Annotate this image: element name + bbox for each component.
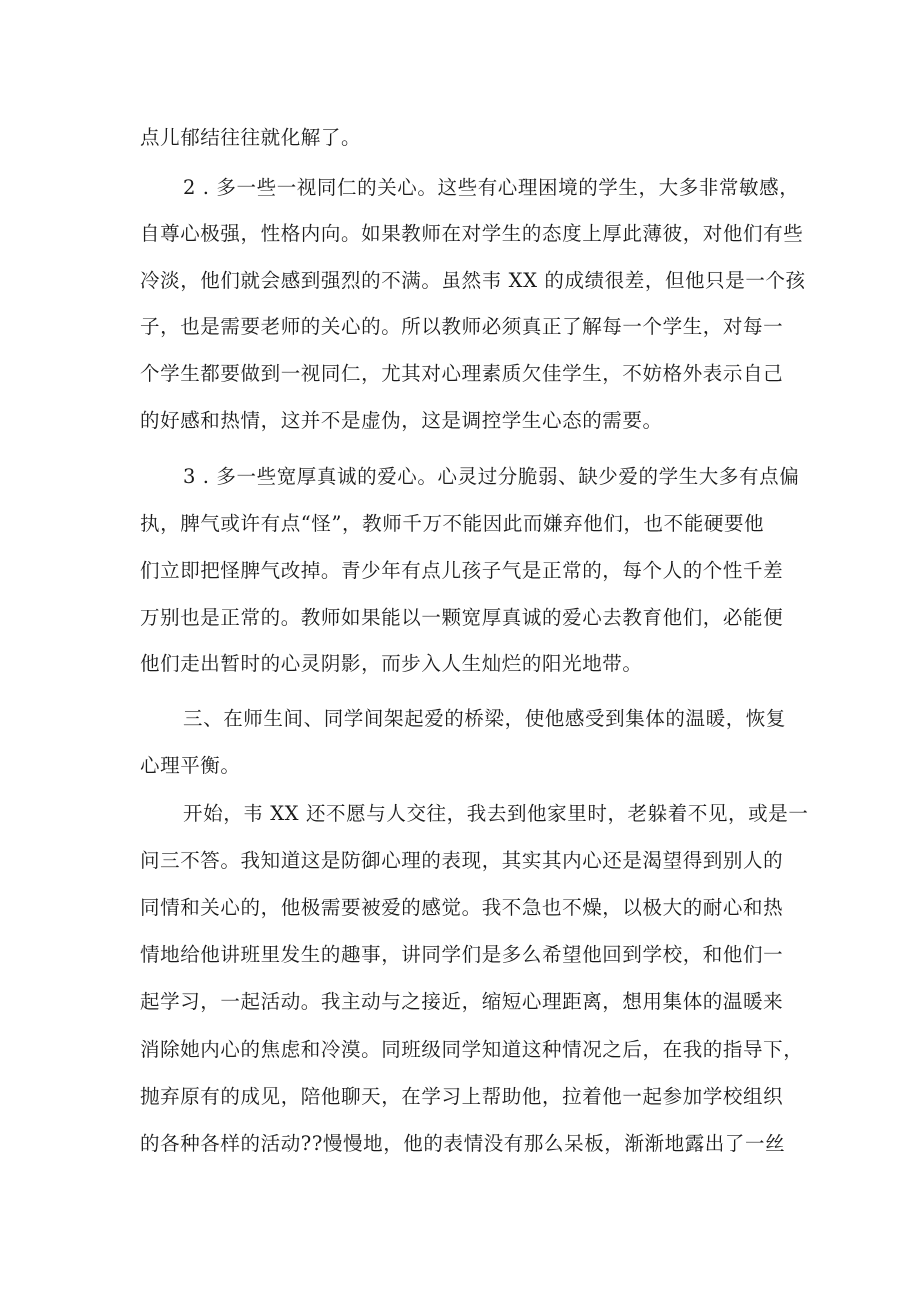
text-line: 起学习，一起活动。我主动与之接近，缩短心理距离，想用集体的温暖来: [140, 990, 784, 1013]
text-line: 点儿郁结往往就化解了。: [140, 126, 362, 149]
text-line: 开始，韦 XX 还不愿与人交往，我去到他家里时，老躲着不见，或是一: [183, 802, 809, 825]
text-line: 万别也是正常的。教师如果能以一颗宽厚真诚的爱心去教育他们，必能便: [140, 606, 784, 629]
text-line: 三、在师生间、同学间架起爱的桥梁，使他感受到集体的温暖，恢复: [183, 707, 787, 730]
text-line: 情地给他讲班里发生的趣事，讲同学们是多么希望他回到学校，和他们一: [140, 943, 784, 966]
text-line: 的各种各样的活动??慢慢地，他的表情没有那么呆板，渐渐地露出了一丝: [140, 1132, 786, 1155]
text-line: 同情和关心的，他极需要被爱的感觉。我不急也不燥，以极大的耐心和热: [140, 896, 784, 919]
text-line: 3 . 多一些宽厚真诚的爱心。心灵过分脆弱、缺少爱的学生大多有点偏: [183, 465, 800, 488]
text-line: 他们走出暂时的心灵阴影，而步入人生灿烂的阳光地带。: [140, 652, 643, 675]
text-line: 2 . 多一些一视同仁的关心。这些有心理困境的学生，大多非常敏感，: [183, 176, 800, 199]
text-line: 个学生都要做到一视同仁，尤其对心理素质欠佳学生，不妨格外表示自己: [140, 362, 784, 385]
text-line: 的好感和热情，这并不是虚伪，这是调控学生心态的需要。: [140, 409, 663, 432]
text-line: 们立即把怪脾气改掉。青少年有点儿孩子气是正常的，每个人的个性千差: [140, 559, 784, 582]
text-line: 子，也是需要老师的关心的。所以教师必须真正了解每一个学生，对每一: [140, 315, 784, 338]
text-line: 抛弃原有的成见，陪他聊天，在学习上帮助他，拉着他一起参加学校组织: [140, 1085, 784, 1108]
text-line: 问三不答。我知道这是防御心理的表现，其实其内心还是渴望得到别人的: [140, 849, 784, 872]
text-line: 消除她内心的焦虑和冷漠。同班级同学知道这种情况之后，在我的指导下，: [140, 1038, 804, 1061]
text-line: 执，脾气或许有点“怪”，教师千万不能因此而嫌弃他们，也不能硬要他: [140, 512, 765, 535]
text-line: 冷淡，他们就会感到强烈的不满。虽然韦 XX 的成绩很差，但他只是一个孩: [140, 269, 806, 292]
text-line: 自尊心极强，性格内向。如果教师在对学生的态度上厚此薄彼，对他们有些: [140, 222, 804, 245]
text-line: 心理平衡。: [140, 754, 241, 777]
